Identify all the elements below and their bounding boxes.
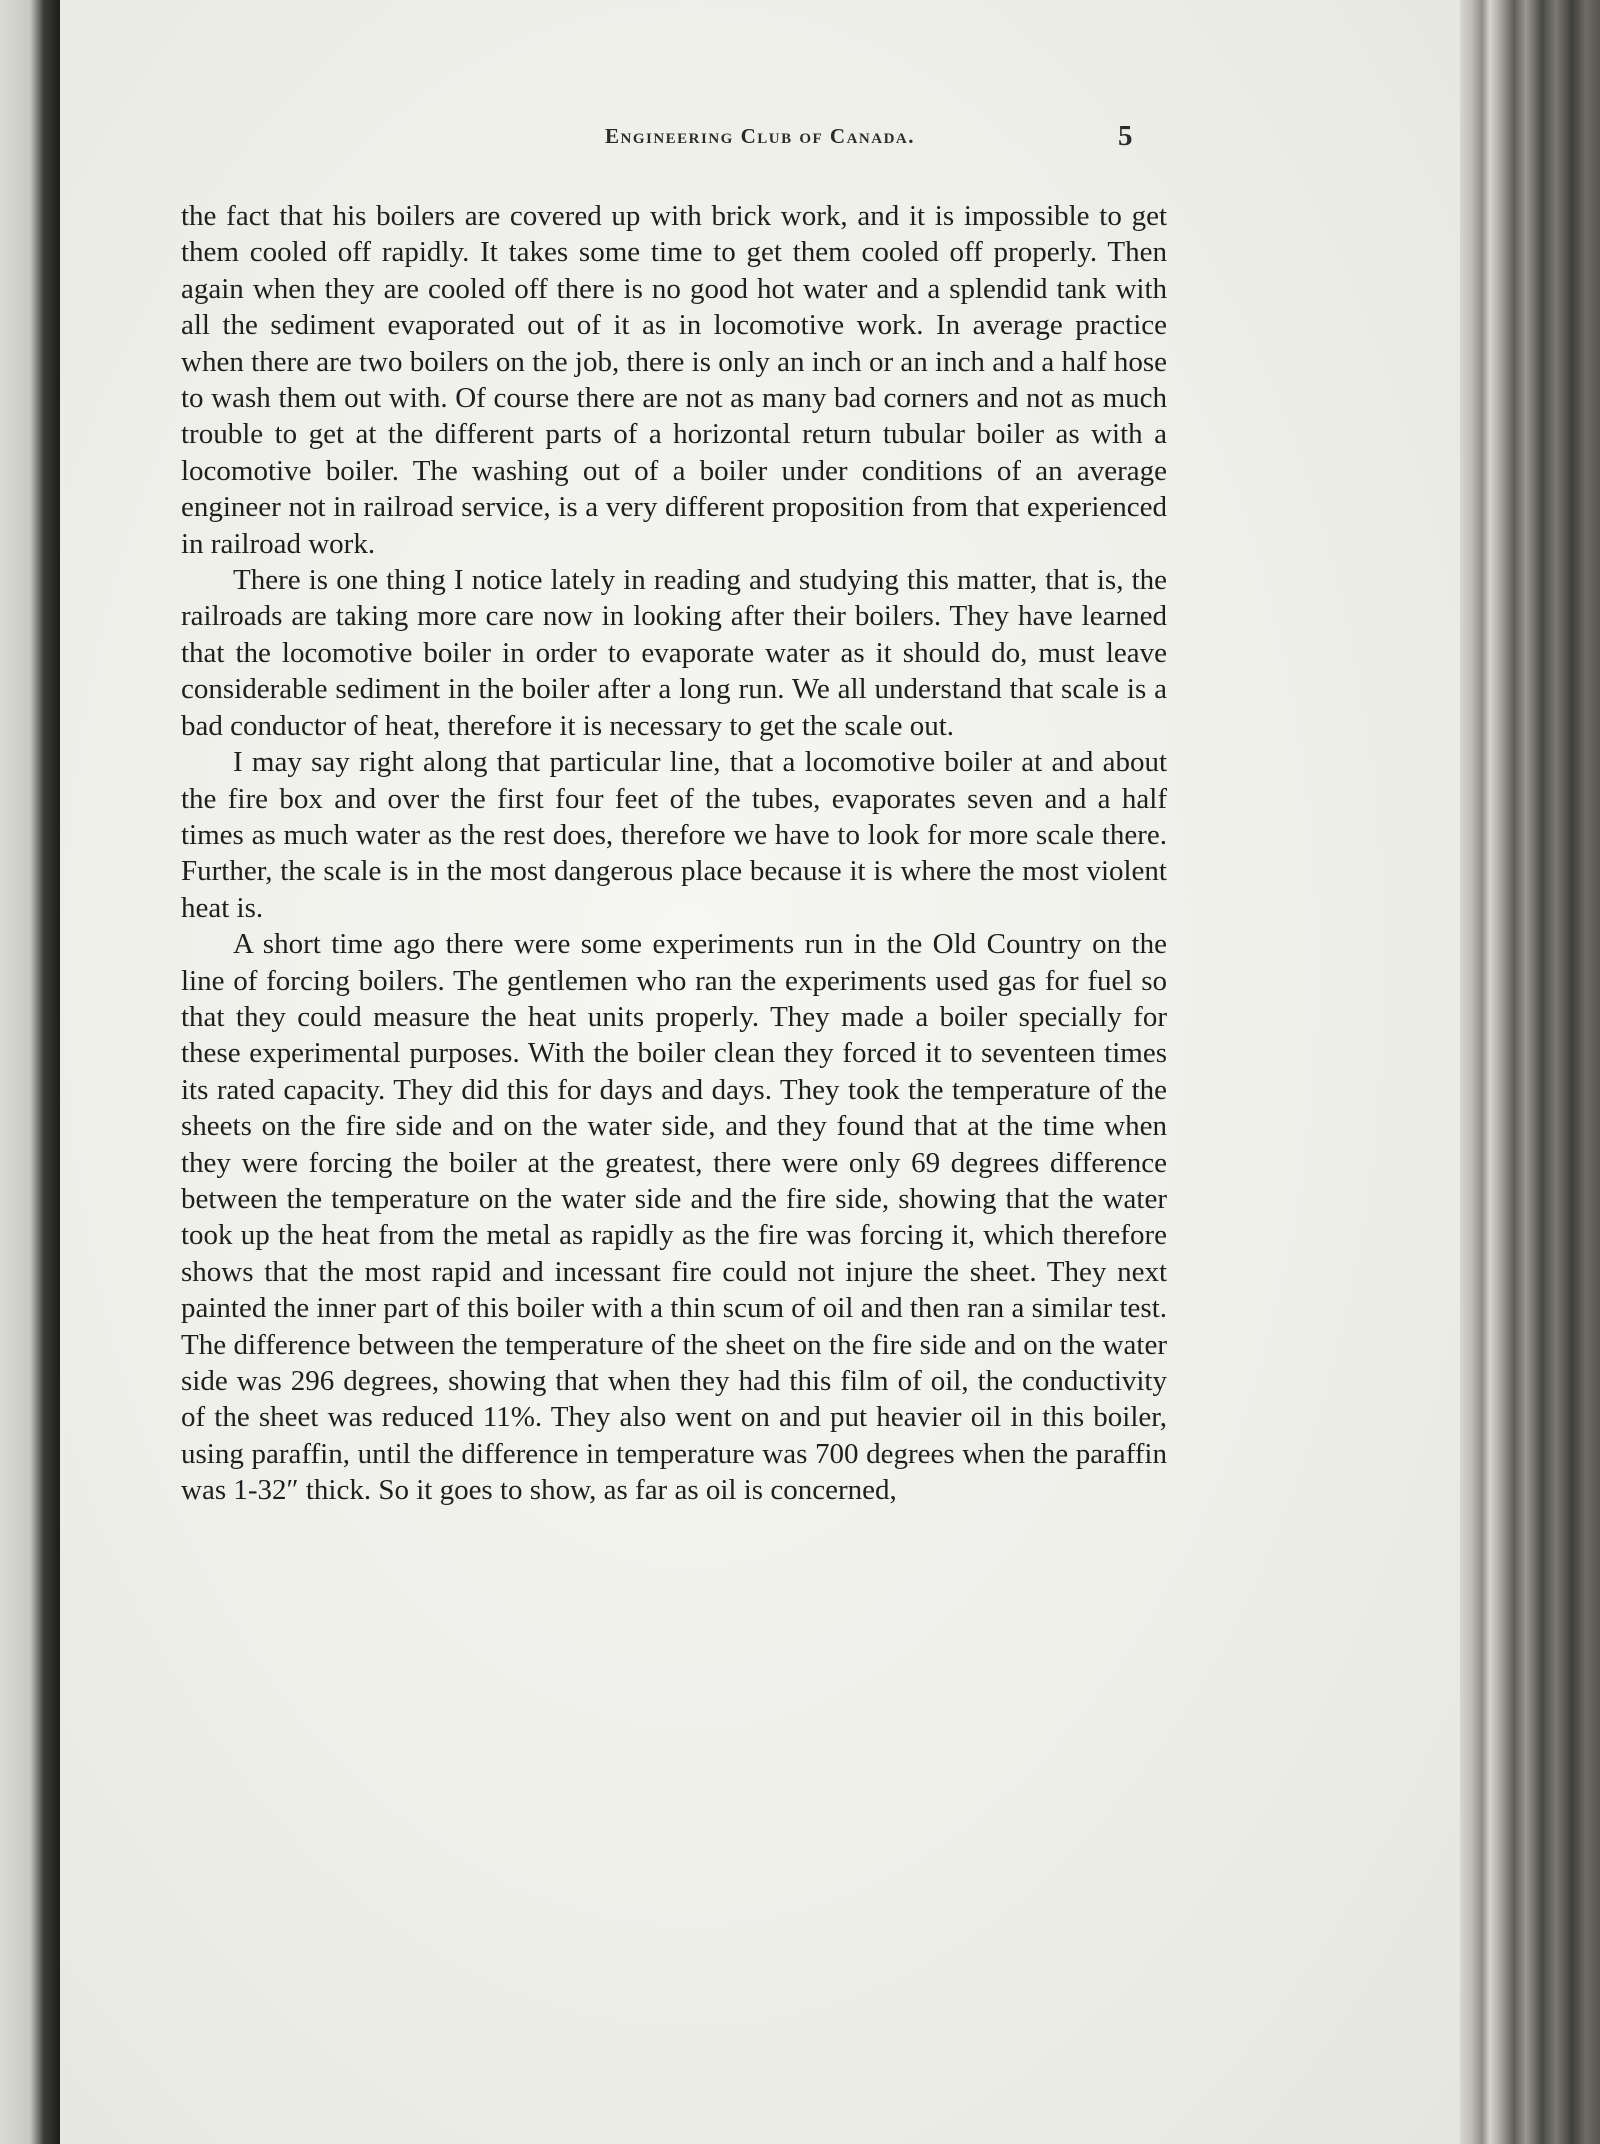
running-title: Engineering Club of Canada. <box>604 124 916 148</box>
paragraph: A short time ago there were some experiments run in the Old Country on the line of forcing boilers. The gentlemen who ran the experiments used gas for fuel so that they could measure the heat units properly. They made a boiler specially for these experimental purposes. With the boiler clean they forced it to seventeen times its rated capacity. They did this for days and days. They took the temperature of the sheets on the fire side and on the water side, and they found that at the time when they were forcing the boiler at the greatest, there were only 69 degrees difference between the temperature on the water side and the fire side, showing that the water took up the heat from the metal as rapidly as the fire was forcing it, which therefore shows that the most rapid and incessant fire could not injure the sheet. They next painted the inner part of this boiler with a thin scum of oil and then ran a similar test. The difference between the temperature of the sheet on the fire side and on the water side was 296 degrees, showing that when they had this film of oil, the conductivity of the sheet was reduced 11%. They also went on and put heavier oil in this boiler, using paraffin, until the difference in temperature was 700 degrees when the paraffin was 1-32″ thick. So it goes to show, as far as oil is concerned, <box>181 928 1167 1507</box>
paragraph: I may say right along that particular line, that a locomotive boiler at and about the fire box and over the first four feet of the tubes, evaporates seven and a half times as much water as the rest does, therefore we have to look for more scale there. Further, the scale is in the most dangerous place because it is where the most violent heat is. <box>181 746 1167 924</box>
facing-page-edge <box>0 0 60 2144</box>
paragraph: the fact that his boilers are covered up with brick work, and it is impossible to get them cooled off rapidly. It takes some time to get them cooled off properly. Then again when they are cooled off there is no good hot water and a splendid tank with all the sediment evaporated out of it as in locomotive work. In average practice when there are two boilers on the job, there is only an inch or an inch and a half hose to wash them out with. Of course there are not as many bad corners and not as much trouble to get at the different parts of a horizontal return tubular boiler as with a locomotive boiler. The washing out of a boiler under conditions of an average engineer not in railroad service, is a very different proposition from that experienced in railroad work. <box>181 200 1167 560</box>
running-head <box>60 120 1460 164</box>
paragraph: There is one thing I notice lately in reading and studying this matter, that is, the railroads are taking more care now in looking after their boilers. They have learned that the locomotive boiler in order to evaporate water as it should do, must leave considerable sediment in the boiler after a long run. We all understand that scale is a bad conductor of heat, therefore it is necessary to get the scale out. <box>181 564 1167 742</box>
book-spine <box>1460 0 1600 2144</box>
page-number: 5 <box>1118 120 1133 152</box>
body-text <box>181 198 1167 1509</box>
